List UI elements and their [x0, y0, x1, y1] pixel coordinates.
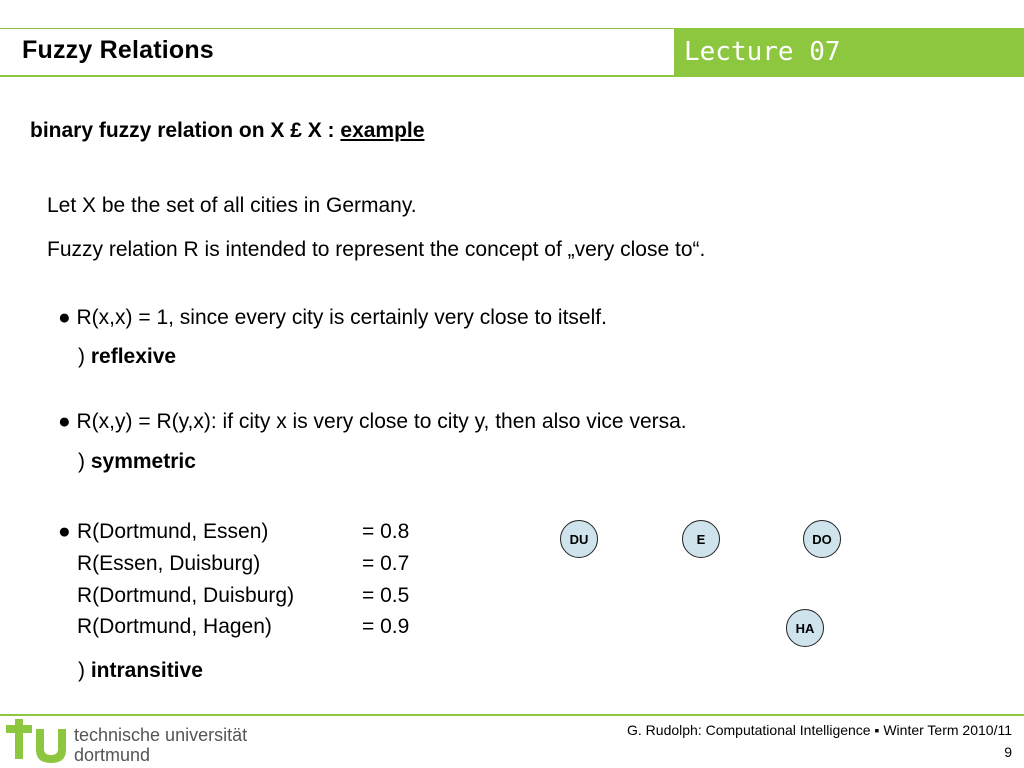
implies-symbol: ) — [78, 659, 85, 682]
city-node-ha: HA — [786, 609, 824, 647]
city-node-du: DU — [560, 520, 598, 558]
subtitle-example: example — [340, 119, 425, 142]
conclusion-intransitive — [78, 659, 203, 683]
page-number: 9 — [1004, 744, 1012, 760]
intro-line-1: Let X be the set of all cities in Germany. — [47, 194, 417, 217]
city-node-e: E — [682, 520, 720, 558]
bullet-reflexive: ● R(x,x) = 1, since every city is certainly very close to itself. — [58, 306, 607, 329]
relation-value: = 0.9 — [362, 615, 410, 638]
subtitle-text: binary fuzzy relation on X £ X : — [30, 119, 341, 142]
city-node-do: DO — [803, 520, 841, 558]
footer-credit: G. Rudolph: Computational Intelligence ▪ Winter Term 2010/11 — [627, 722, 1012, 738]
property-reflexive: reflexive — [90, 345, 177, 368]
conclusion-symmetric — [78, 450, 196, 474]
lecture-badge: Lecture 07 — [674, 29, 1024, 75]
footer-rule — [0, 714, 1024, 716]
relation-pair: R(Dortmund, Duisburg) — [77, 584, 295, 607]
intro-line-2: Fuzzy relation R is intended to represent the concept of „very close to“. — [47, 238, 706, 261]
conclusion-reflexive — [78, 345, 176, 369]
relation-bullet: ● — [58, 520, 71, 543]
property-symmetric: symmetric — [90, 450, 196, 473]
university-line-1: technische universität — [74, 725, 248, 745]
implies-symbol: ) — [78, 450, 85, 473]
relation-value: = 0.7 — [362, 552, 410, 575]
relation-pair: R(Dortmund, Hagen) — [77, 615, 272, 638]
relation-pair: R(Essen, Duisburg) — [77, 552, 261, 575]
relation-value: = 0.8 — [362, 520, 410, 543]
tu-logo-icon — [6, 719, 68, 765]
university-line-2: dortmund — [74, 745, 151, 765]
page-title: Fuzzy Relations — [22, 36, 214, 64]
property-intransitive: intransitive — [90, 659, 203, 682]
relation-value: = 0.5 — [362, 584, 410, 607]
slide-subtitle — [30, 119, 424, 143]
relation-pair: R(Dortmund, Essen) — [77, 520, 269, 543]
university-name — [74, 725, 247, 765]
bullet-symmetric: ● R(x,y) = R(y,x): if city x is very close to city y, then also vice versa. — [58, 410, 687, 433]
implies-symbol: ) — [78, 345, 85, 368]
